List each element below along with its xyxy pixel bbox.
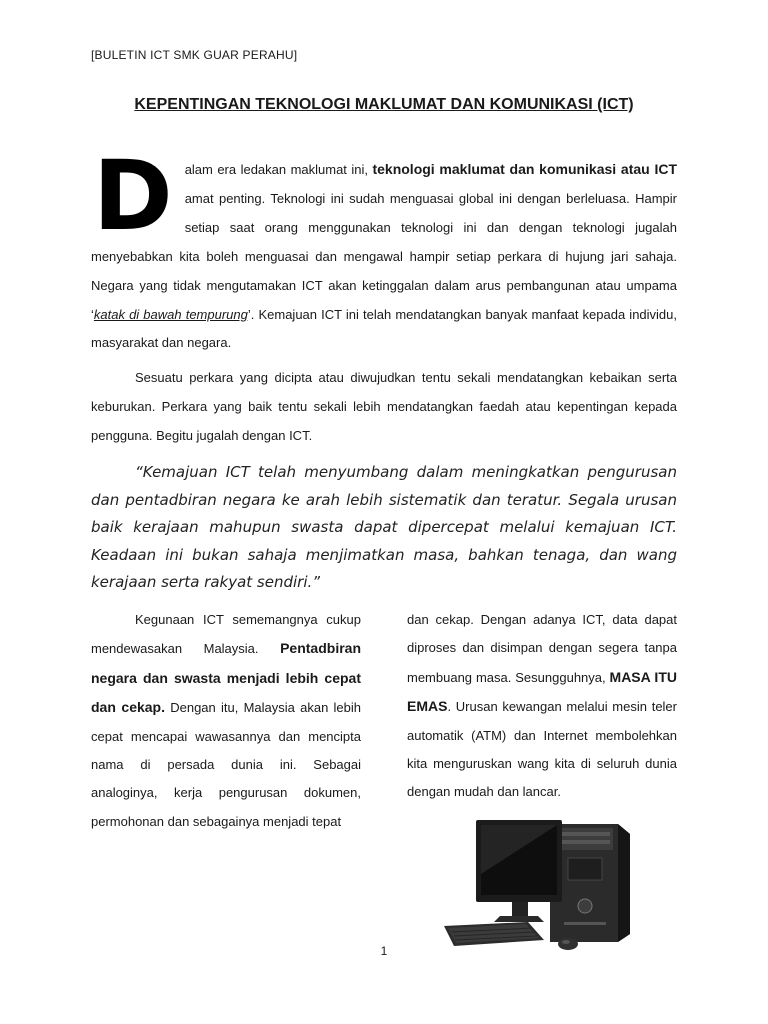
intro-text-1: alam era ledakan maklumat ini, bbox=[184, 162, 373, 177]
page-number: 1 bbox=[380, 944, 388, 958]
article-title: KEPENTINGAN TEKNOLOGI MAKLUMAT DAN KOMUNIKASI (ICT) bbox=[134, 96, 634, 113]
left-text-1: Kegunaan ICT sememangnya cukup mendewasakan Malaysia. bbox=[91, 612, 361, 657]
right-bold-phrase: MASA ITU EMAS bbox=[407, 668, 677, 715]
left-text-2: Dengan itu, Malaysia akan lebih cepat mencapai wawasannya dan mencipta nama di persada dunia ini. Sebagai analoginya, kerja pengurusan dokumen, permohonan dan sebagainya menjadi tepat bbox=[91, 700, 362, 829]
left-bold-phrase: Pentadbiran negara dan swasta menjadi lebih cepat dan cekap. bbox=[91, 640, 361, 716]
second-paragraph: Sesuatu perkara yang dicipta atau diwujudkan tentu sekali mendatangkan kebaikan serta keburukan. Perkara yang baik tentu sekali lebih mendatangkan faedah atau kepentingan kepada pengguna. Begitu jugalah dengan ICT. bbox=[91, 370, 677, 443]
intro-bold-phrase: teknologi maklumat dan komunikasi atau ICT bbox=[372, 161, 677, 177]
intro-text-3: ’. Kemajuan ICT ini telah mendatangkan banyak manfaat kepada individu, masyarakat dan negara. bbox=[91, 306, 677, 351]
left-column-text bbox=[91, 606, 361, 836]
pull-quote: “Kemajuan ICT telah menyumbang dalam meningkatkan pengurusan dan pentadbiran negara ke arah lebih sistematik dan teratur. Segala urusan baik kerajaan mahupun swasta dapat dipercepat melalui kemajuan ICT. Keadaan ini bukan sahaja menjimatkan masa, bahkan tenaga, dan wang kerajaan serta rakyat sendiri.” bbox=[91, 463, 677, 591]
idiom-phrase: katak di bawah tempurung bbox=[93, 306, 248, 322]
right-text-2: . Urusan kewangan melalui mesin teler automatik (ATM) dan Internet membolehkan kita menguruskan wang kita di seluruh dunia dengan mudah dan lancar. bbox=[407, 699, 677, 800]
right-text-1: dan cekap. Dengan adanya ICT, data dapat diproses dan disimpan dengan segera tanpa membuang masa. Sesungguhnya, bbox=[407, 612, 677, 685]
desktop-computer-icon bbox=[440, 814, 640, 954]
bulletin-header: [BULETIN ICT SMK GUAR PERAHU] bbox=[91, 48, 298, 62]
intro-text-2: amat penting. Teknologi ini sudah menguasai global ini dengan berleluasa. Hampir setiap saat orang menggunakan teknologi ini dan dengan teknologi jugalah menyebabkan kita boleh menguasai dan mengawal hampir setiap perkara di hujung jari sahaja. Negara yang tidak mengutamakan ICT akan ketinggalan dalam arus pembangunan atau umpama ‘ bbox=[91, 190, 677, 322]
intro-paragraph bbox=[91, 140, 677, 358]
right-column-text bbox=[407, 606, 677, 807]
drop-cap-letter: D bbox=[93, 140, 173, 252]
